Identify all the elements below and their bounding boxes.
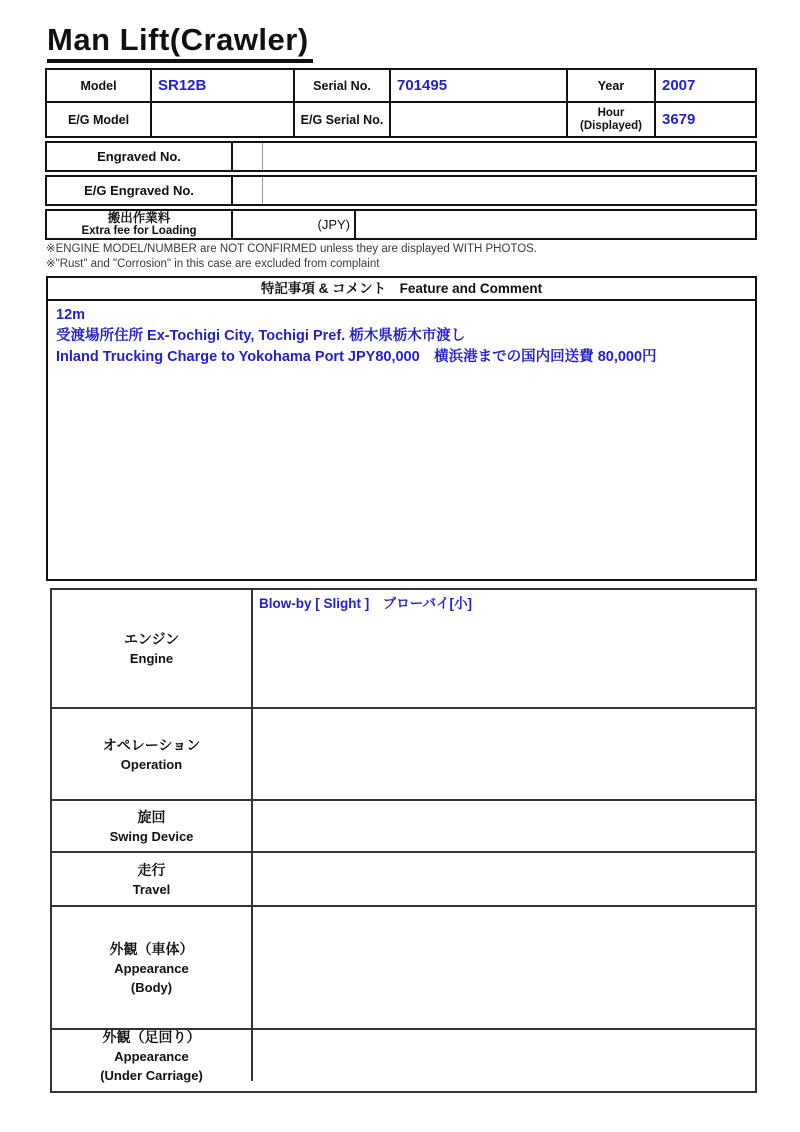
note-line-1: ※ENGINE MODEL/NUMBER are NOT CONFIRMED unless they are displayed WITH PHOTOS. <box>46 243 538 255</box>
appearance-under-carriage-comment <box>253 1030 755 1081</box>
spec-table <box>45 68 757 138</box>
operation-label-en: Operation <box>120 756 183 772</box>
extra-fee-label-jp: 搬出作業料 <box>107 211 171 225</box>
comment-line-3: Inland Trucking Charge to Yokohama Port JPY80,000 横浜港までの国内回送費 80,000円 <box>56 349 657 365</box>
appearance-body-label-en2: (Body) <box>130 979 173 995</box>
serial-no-label: Serial No. <box>295 70 391 103</box>
operation-label-jp: オペレーション <box>102 736 201 753</box>
eg-engraved-no-row <box>45 175 757 206</box>
hour-displayed-label <box>568 103 656 136</box>
appearance-body-label-jp: 外観（車体） <box>109 940 194 957</box>
travel-comment <box>253 853 755 905</box>
engine-label <box>52 590 253 707</box>
travel-label-jp: 走行 <box>137 861 166 878</box>
inspection-row-operation <box>52 709 755 801</box>
engine-label-jp: エンジン <box>123 631 180 647</box>
swing-device-label-en: Swing Device <box>109 828 194 844</box>
operation-comment <box>253 709 755 799</box>
appearance-body-label-en: Appearance <box>114 960 189 976</box>
eg-serial-no-label: E/G Serial No. <box>295 103 391 136</box>
extra-fee-label-en: Extra fee for Loading <box>81 225 197 237</box>
engraved-no-row <box>45 141 757 172</box>
eg-engraved-no-label: E/G Engraved No. <box>47 177 233 204</box>
inspection-row-travel <box>52 853 755 907</box>
eg-engraved-no-value-cell <box>263 177 755 204</box>
comment-line-1: 12m <box>56 307 86 323</box>
travel-label-en: Travel <box>132 881 171 897</box>
engraved-no-sub-cell <box>233 143 263 170</box>
operation-label <box>52 709 253 799</box>
page-title: Man Lift(Crawler) <box>47 22 313 63</box>
swing-device-label <box>52 801 253 851</box>
feature-comment-header: 特記事項 & コメント Feature and Comment <box>48 278 755 301</box>
inspection-row-engine <box>52 590 755 709</box>
engine-label-en: Engine <box>129 651 174 666</box>
eg-model-label: E/G Model <box>47 103 152 136</box>
year-value: 2007 <box>656 70 755 103</box>
swing-device-label-jp: 旋回 <box>137 808 166 825</box>
model-label: Model <box>47 70 152 103</box>
appearance-under-carriage-label <box>52 1030 253 1081</box>
inspection-row-swing-device <box>52 801 755 853</box>
eg-serial-no-value <box>391 103 568 136</box>
feature-comment-box <box>46 276 757 581</box>
inspection-row-appearance-under-carriage <box>52 1030 755 1081</box>
inspection-table <box>50 588 757 1093</box>
travel-label <box>52 853 253 905</box>
extra-fee-value-cell <box>356 211 755 238</box>
feature-comment-body <box>48 301 755 372</box>
engraved-no-value-cell <box>263 143 755 170</box>
hour-value: 3679 <box>662 111 696 128</box>
eg-engraved-no-sub-cell <box>233 177 263 204</box>
appearance-body-comment <box>253 907 755 1028</box>
engine-comment: Blow-by [ Slight ] ブローバイ[小] <box>259 596 473 611</box>
extra-fee-row <box>45 209 757 240</box>
swing-device-comment <box>253 801 755 851</box>
serial-no-value: 701495 <box>391 70 568 103</box>
hour-label-line2: (Displayed) <box>580 119 642 132</box>
engraved-no-label: Engraved No. <box>47 143 233 170</box>
appearance-under-carriage-label-en: Appearance <box>114 1048 189 1064</box>
appearance-under-carriage-label-en2: (Under Carriage) <box>100 1067 203 1083</box>
comment-line-2: 受渡場所住所 Ex-Tochigi City, Tochigi Pref. 栃木県栃木市渡し <box>56 328 466 344</box>
year-label: Year <box>568 70 656 103</box>
hour-label-line1: Hour <box>597 107 625 119</box>
notes <box>46 242 537 271</box>
note-line-2: ※"Rust" and "Corrosion" in this case are excluded from complaint <box>46 257 380 270</box>
eg-model-value <box>152 103 295 136</box>
inspection-row-appearance-body <box>52 907 755 1030</box>
extra-fee-label <box>47 211 233 238</box>
appearance-body-label <box>52 907 253 1028</box>
currency-label: (JPY) <box>233 211 356 238</box>
model-value: SR12B <box>152 70 295 103</box>
appearance-under-carriage-label-jp: 外観（足回り） <box>102 1028 201 1045</box>
